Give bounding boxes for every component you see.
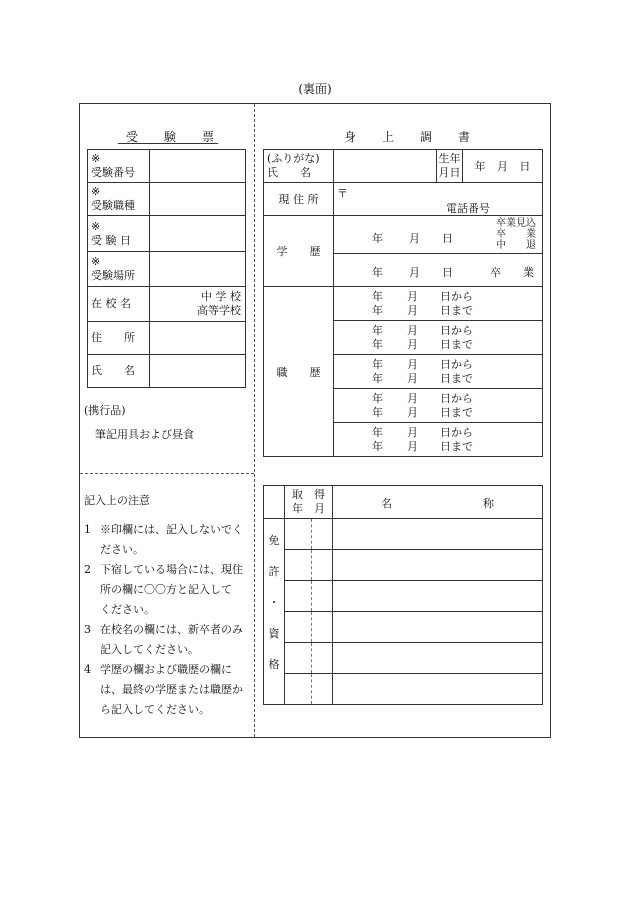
current-address-label: 現 住 所 (264, 183, 334, 216)
belongings-title: (携行品) (84, 404, 126, 417)
notes-list (84, 520, 252, 720)
ticket-cell-exam-type: ※ 受験職種 (88, 183, 150, 216)
exam-type-field[interactable] (150, 183, 246, 216)
personal-name-field[interactable] (334, 150, 437, 183)
license-table (263, 485, 543, 705)
career-row[interactable]: 年 月 日から 年 月 日まで (334, 321, 543, 355)
personal-title-char: 調 (420, 130, 433, 144)
education-table (263, 215, 543, 287)
ticket-cell-exam-number: ※ 受験番号 (88, 150, 150, 183)
personal-title-char: 上 (382, 130, 395, 144)
personal-table (263, 182, 543, 216)
notes-title: 記入上の注意 (84, 494, 150, 507)
ticket-table (87, 149, 246, 388)
career-row[interactable]: 年 月 日から 年 月 日まで (334, 423, 543, 457)
phone-label: 電話番号 (446, 202, 490, 215)
address-field[interactable] (150, 322, 246, 355)
license-name[interactable] (333, 612, 543, 643)
note-item: 3 在校名の欄には、新卒者のみ 記入してください。 (84, 623, 243, 656)
license-year[interactable] (285, 643, 312, 674)
address-label: 住 所 (88, 322, 150, 355)
license-side-label: 免 許 ・ 資 格 (264, 519, 285, 705)
ticket-cell-exam-date: ※ 受 験 日 (88, 216, 150, 252)
license-month[interactable] (312, 612, 333, 643)
birth-label: 生年 月日 (437, 150, 463, 183)
name-field[interactable] (150, 355, 246, 388)
ticket-cell-exam-place: ※ 受験場所 (88, 252, 150, 287)
horizontal-cut-line (80, 473, 254, 474)
career-row[interactable]: 年 月 日から 年 月 日まで (334, 287, 543, 321)
license-month[interactable] (312, 550, 333, 581)
note-item: 2 下宿している場合には、現住 所の欄に〇〇方と記入して ください。 (84, 563, 243, 616)
license-name-header: 名 称 (333, 486, 543, 519)
note-item: 4 学歴の欄および職歴の欄に は、最終の学歴または職歴か ら記入してください。 (84, 663, 243, 716)
license-name[interactable] (333, 519, 543, 550)
career-label: 職 歴 (264, 287, 334, 457)
exam-date-field[interactable] (150, 216, 246, 252)
education-label: 学 歴 (264, 216, 334, 287)
name-birth-table (263, 149, 543, 183)
career-row[interactable]: 年 月 日から 年 月 日まで (334, 389, 543, 423)
acquired-label: 取 得 年 月 (285, 486, 333, 519)
license-name[interactable] (333, 674, 543, 705)
belongings-text: 筆記用具および昼食 (95, 428, 194, 441)
license-month[interactable] (312, 643, 333, 674)
license-year[interactable] (285, 519, 312, 550)
career-row[interactable]: 年 月 日から 年 月 日まで (334, 355, 543, 389)
name-label: 氏 名 (88, 355, 150, 388)
license-name[interactable] (333, 550, 543, 581)
exam-number-field[interactable] (150, 150, 246, 183)
license-month[interactable] (312, 519, 333, 550)
ticket-title-char: 験 (164, 130, 177, 144)
current-address-field[interactable] (334, 183, 543, 216)
furigana-name-label: (ふりがな) 氏 名 (264, 150, 334, 183)
license-month[interactable] (312, 674, 333, 705)
personal-title-char: 身 (344, 130, 357, 144)
license-name[interactable] (333, 581, 543, 612)
ticket-title-char: 票 (202, 130, 215, 144)
school-label: 在 校 名 (88, 287, 150, 322)
birth-date-field[interactable]: 年 月 日 (463, 150, 543, 183)
school-field[interactable]: 中 学 校 高等学校 (150, 287, 246, 322)
education-row-2[interactable]: 年 月 日 卒 業 (334, 254, 543, 287)
postal-mark: 〒 (337, 187, 348, 200)
personal-title-char: 書 (458, 130, 471, 144)
vertical-cut-line (254, 104, 255, 737)
page-label: (裏面) (298, 82, 332, 96)
ticket-title-char: 受 (126, 130, 139, 144)
license-year[interactable] (285, 674, 312, 705)
note-item: 1 ※印欄には、記入しないでく ださい。 (84, 523, 243, 556)
license-name[interactable] (333, 643, 543, 674)
ticket-title-underline (118, 143, 218, 144)
license-month[interactable] (312, 581, 333, 612)
career-table (263, 286, 543, 457)
license-year[interactable] (285, 550, 312, 581)
education-row-1[interactable]: 年 月 日 卒業見込 卒 業 中 退 (334, 216, 543, 254)
exam-place-field[interactable] (150, 252, 246, 287)
license-year[interactable] (285, 581, 312, 612)
license-year[interactable] (285, 612, 312, 643)
license-corner (264, 486, 285, 519)
